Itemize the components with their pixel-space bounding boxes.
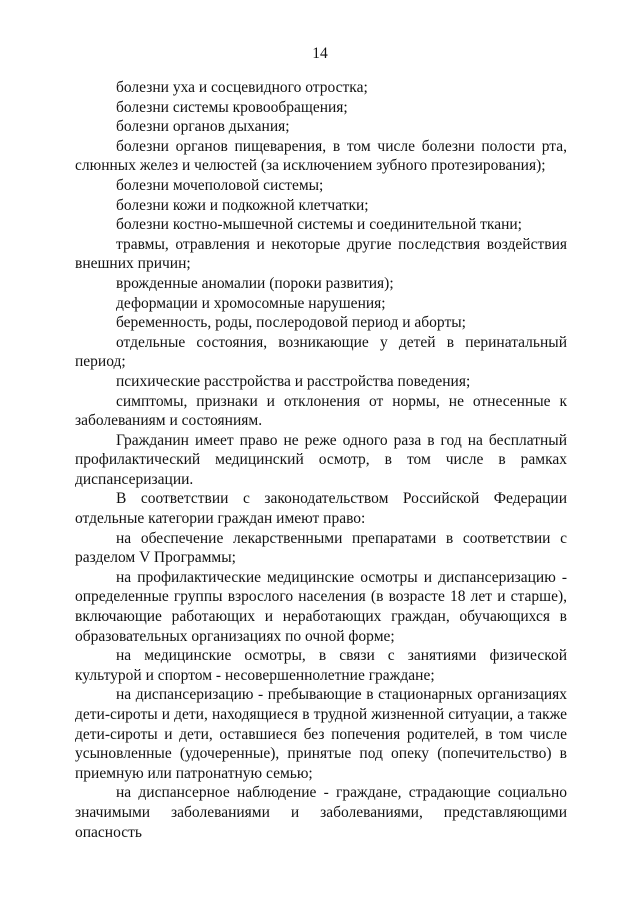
paragraph: на медицинские осмотры, в связи с занятиями физической культурой и спортом - несовершеннолетние граждане; [75, 647, 567, 684]
paragraph: болезни кожи и подкожной клетчатки; [116, 196, 369, 214]
paragraph: Гражданин имеет право не реже одного раза в год на бесплатный профилактический медицинский осмотр, в том числе в рамках диспансеризации. [75, 431, 567, 488]
paragraph: травмы, отравления и некоторые другие последствия воздействия внешних причин; [75, 235, 567, 273]
paragraph: на диспансеризацию - пребывающие в стационарных организациях дети-сироты и дети, находящиеся в трудной жизненной ситуации, а также дети-сироты и дети, оставшиеся без попечения родителей, в том числе усыновленные (удочеренные), принятые под опеку (попечительство) в приемную или патронатную семью; [75, 686, 567, 782]
paragraph: психические расстройства и расстройства поведения; [116, 372, 471, 390]
paragraph: болезни уха и сосцевидного отростка; [116, 79, 368, 96]
paragraph: болезни системы кровообращения; [116, 98, 348, 116]
paragraph: симптомы, признаки и отклонения от нормы, не отнесенные к заболеваниям и состояниям. [75, 392, 567, 430]
body-text [75, 78, 567, 842]
paragraph: В соответствии с законодательством Российской Федерации отдельные категории граждан имеют право: [75, 490, 567, 528]
paragraph: деформации и хромосомные нарушения; [116, 294, 386, 312]
paragraph: беременность, роды, послеродовой период и аборты; [116, 314, 466, 332]
paragraph: врожденные аномалии (пороки развития); [116, 274, 394, 292]
paragraph: на обеспечение лекарственными препаратами в соответствии с разделом V Программы; [75, 529, 567, 567]
paragraph: болезни костно-мышечной системы и соединительной ткани; [116, 216, 522, 234]
paragraph: на диспансерное наблюдение - граждане, страдающие социально значимыми заболеваниями и заболеваниями, представляющими опасность [75, 784, 567, 841]
page-number: 14 [312, 45, 328, 62]
paragraph: болезни органов пищеварения, в том числе болезни полости рта, слюнных желез и челюстей (за исключением зубного протезирования); [75, 137, 567, 175]
paragraph: болезни органов дыхания; [116, 118, 290, 136]
paragraph: отдельные состояния, возникающие у детей в перинатальный период; [75, 333, 567, 371]
paragraph: болезни мочеполовой системы; [116, 176, 324, 194]
paragraph: на профилактические медицинские осмотры и диспансеризацию - определенные группы взрослого населения (в возрасте 18 лет и старше), включающие работающих и неработающих граждан, обучающихся в образовательных организациях по очной форме; [75, 568, 567, 645]
